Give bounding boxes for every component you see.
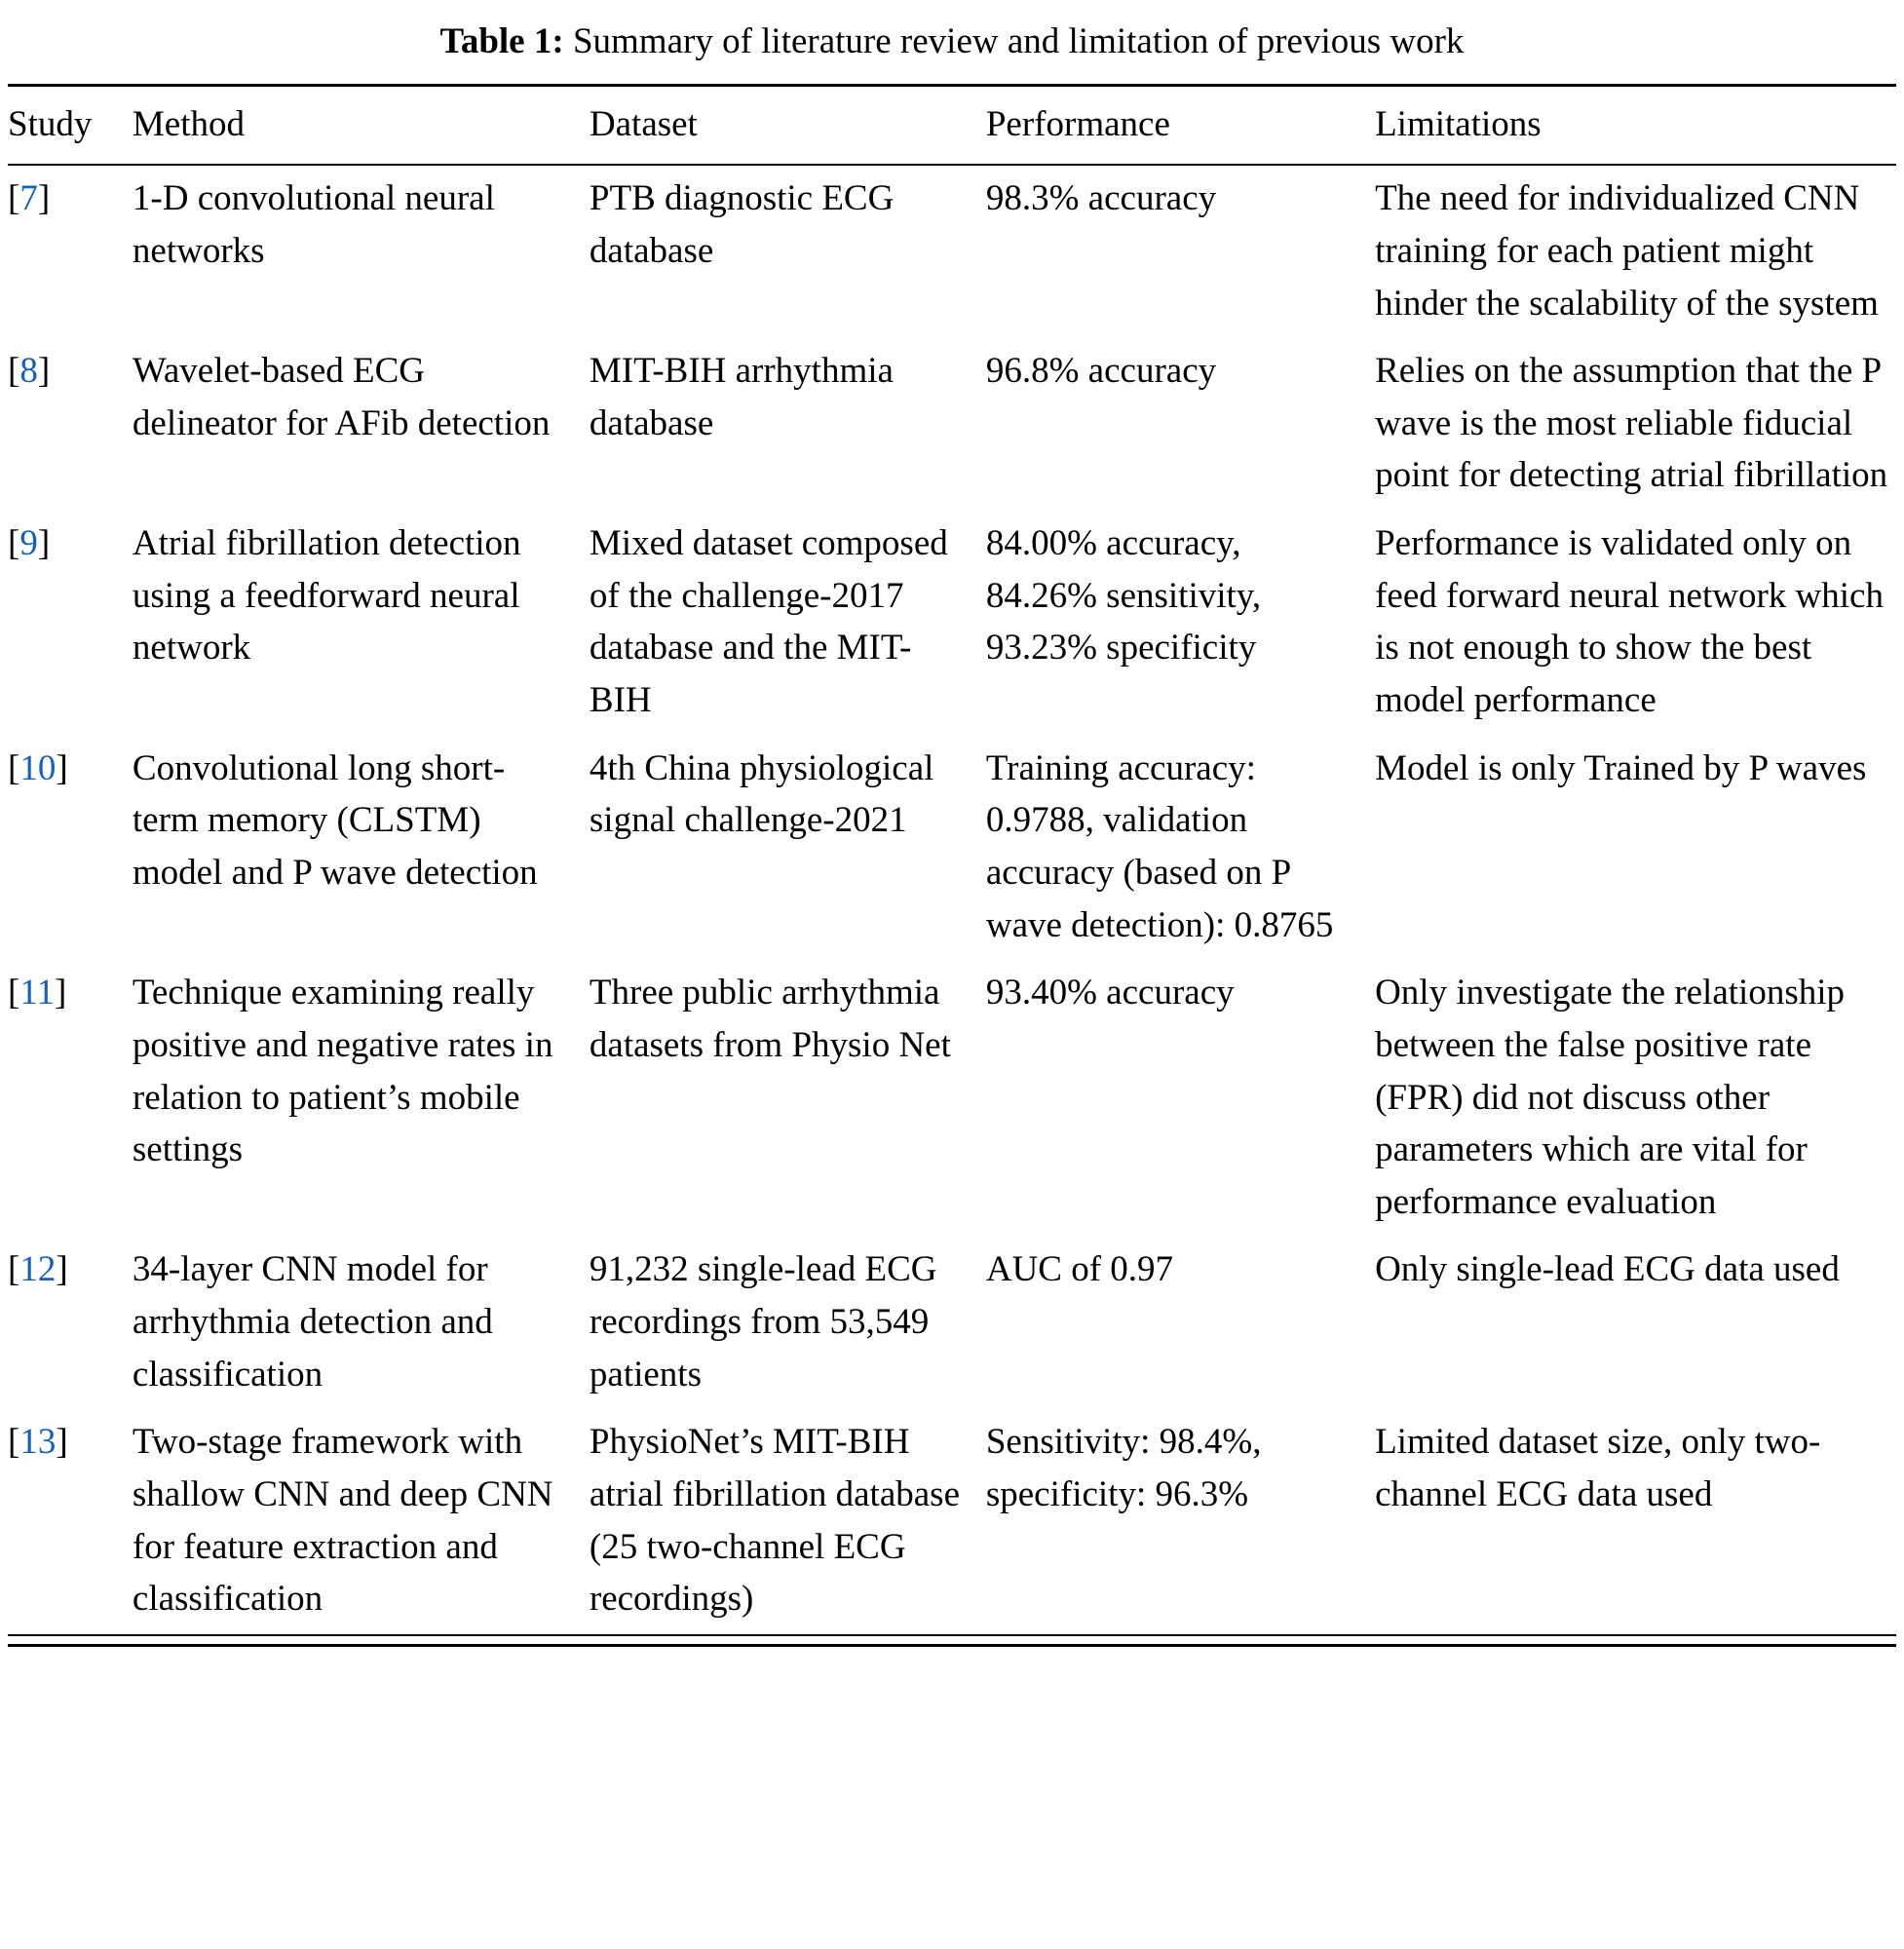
citation-bracket: ] — [37, 523, 51, 564]
table-body — [8, 165, 1896, 1635]
column-header-dataset: Dataset — [590, 85, 986, 165]
table-header — [8, 85, 1896, 165]
citation-bracket: ] — [54, 973, 67, 1013]
dataset-cell: MIT-BIH arrhythmia database — [589, 351, 894, 443]
study-cell — [8, 1409, 133, 1635]
dataset-cell: 4th China physiological signal challenge-2021 — [589, 747, 934, 841]
table-bottom-rule — [8, 1644, 1896, 1647]
performance-cell: 98.3% accuracy — [985, 178, 1217, 219]
method-cell: Wavelet-based ECG delineator for AFib detection — [132, 351, 551, 443]
performance-cell: 93.40% accuracy — [985, 973, 1235, 1013]
dataset-cell: Mixed dataset composed of the challenge-2017 database and the MIT-BIH — [589, 523, 948, 721]
performance-cell: AUC of 0.97 — [985, 1249, 1174, 1290]
method-cell: 34-layer CNN model for arrhythmia detection and classification — [132, 1249, 493, 1395]
limitations-cell: Only investigate the relationship between the false positive rate (FPR) did not discuss other parameters which are vital for performance evaluation — [1375, 973, 1845, 1222]
limitations-cell: Model is only Trained by P waves — [1375, 747, 1867, 788]
literature-review-table — [8, 84, 1896, 1636]
performance-cell: Sensitivity: 98.4%, specificity: 96.3% — [985, 1422, 1262, 1515]
table-caption-text: Summary of literature review and limitation of previous work — [572, 21, 1465, 61]
study-cell — [8, 1237, 133, 1409]
limitations-cell: The need for individualized CNN training for each patient might hinder the scalability of the system — [1375, 178, 1879, 324]
performance-cell: 96.8% accuracy — [985, 351, 1217, 392]
table-row — [8, 960, 1896, 1237]
citation-bracket: ] — [56, 1422, 68, 1463]
performance-cell: Training accuracy: 0.9788, validation accuracy (based on P wave detection): 0.8765 — [985, 747, 1334, 945]
citation-bracket: ] — [37, 178, 51, 219]
citation-bracket: [ — [8, 1249, 20, 1290]
citation-link[interactable]: 11 — [19, 973, 55, 1013]
study-cell — [8, 511, 133, 736]
table-row — [8, 511, 1896, 736]
citation-link[interactable]: 8 — [19, 351, 38, 392]
citation-bracket: ] — [56, 747, 68, 788]
table-row — [8, 338, 1896, 511]
study-cell — [8, 165, 133, 338]
table-row — [8, 1409, 1896, 1635]
limitations-cell: Relies on the assumption that the P wave is the most reliable fiducial point for detecting atrial fibrillation — [1375, 351, 1888, 496]
citation-link[interactable]: 9 — [19, 523, 38, 564]
limitations-cell: Limited dataset size, only two-channel ECG data used — [1375, 1422, 1821, 1515]
citation-link[interactable]: 10 — [19, 747, 57, 788]
table-caption — [8, 16, 1896, 68]
column-header-study: Study — [8, 85, 133, 165]
citation-bracket: ] — [56, 1249, 68, 1290]
citation-link[interactable]: 12 — [19, 1249, 57, 1290]
header-row — [8, 85, 1896, 165]
citation-bracket: [ — [8, 178, 20, 219]
column-header-performance: Performance — [986, 85, 1375, 165]
citation-link[interactable]: 13 — [19, 1422, 57, 1463]
limitations-cell: Performance is validated only on feed forward neural network which is not enough to show the best model performance — [1375, 523, 1884, 721]
table-row — [8, 736, 1896, 961]
dataset-cell: 91,232 single-lead ECG recordings from 53,549 patients — [589, 1249, 937, 1395]
citation-bracket: [ — [8, 351, 20, 392]
dataset-cell: PhysioNet’s MIT-BIH atrial fibrillation database (25 two-channel ECG recordings) — [589, 1422, 961, 1620]
dataset-cell: PTB diagnostic ECG database — [589, 178, 895, 271]
method-cell: Technique examining really positive and negative rates in relation to patient’s mobile settings — [132, 973, 553, 1170]
method-cell: 1-D convolutional neural networks — [132, 178, 495, 271]
citation-bracket: [ — [8, 523, 20, 564]
column-header-method: Method — [133, 85, 590, 165]
citation-bracket: [ — [8, 747, 20, 788]
citation-bracket: [ — [8, 1422, 20, 1463]
table-row — [8, 165, 1896, 338]
limitations-cell: Only single-lead ECG data used — [1375, 1249, 1840, 1290]
table-row — [8, 1237, 1896, 1409]
dataset-cell: Three public arrhythmia datasets from Physio Net — [589, 973, 951, 1065]
study-cell — [8, 338, 133, 511]
study-cell — [8, 736, 133, 961]
method-cell: Convolutional long short-term memory (CLSTM) model and P wave detection — [132, 747, 538, 893]
citation-bracket: [ — [8, 973, 20, 1013]
method-cell: Two-stage framework with shallow CNN and deep CNN for feature extraction and classification — [132, 1422, 553, 1620]
study-cell — [8, 960, 133, 1237]
citation-link[interactable]: 7 — [19, 178, 38, 219]
method-cell: Atrial fibrillation detection using a feedforward neural network — [132, 523, 521, 669]
table-caption-label: Table 1: — [439, 21, 564, 61]
citation-bracket: ] — [37, 351, 51, 392]
performance-cell: 84.00% accuracy, 84.26% sensitivity, 93.23% specificity — [985, 523, 1262, 669]
column-header-limitations: Limitations — [1375, 85, 1896, 165]
